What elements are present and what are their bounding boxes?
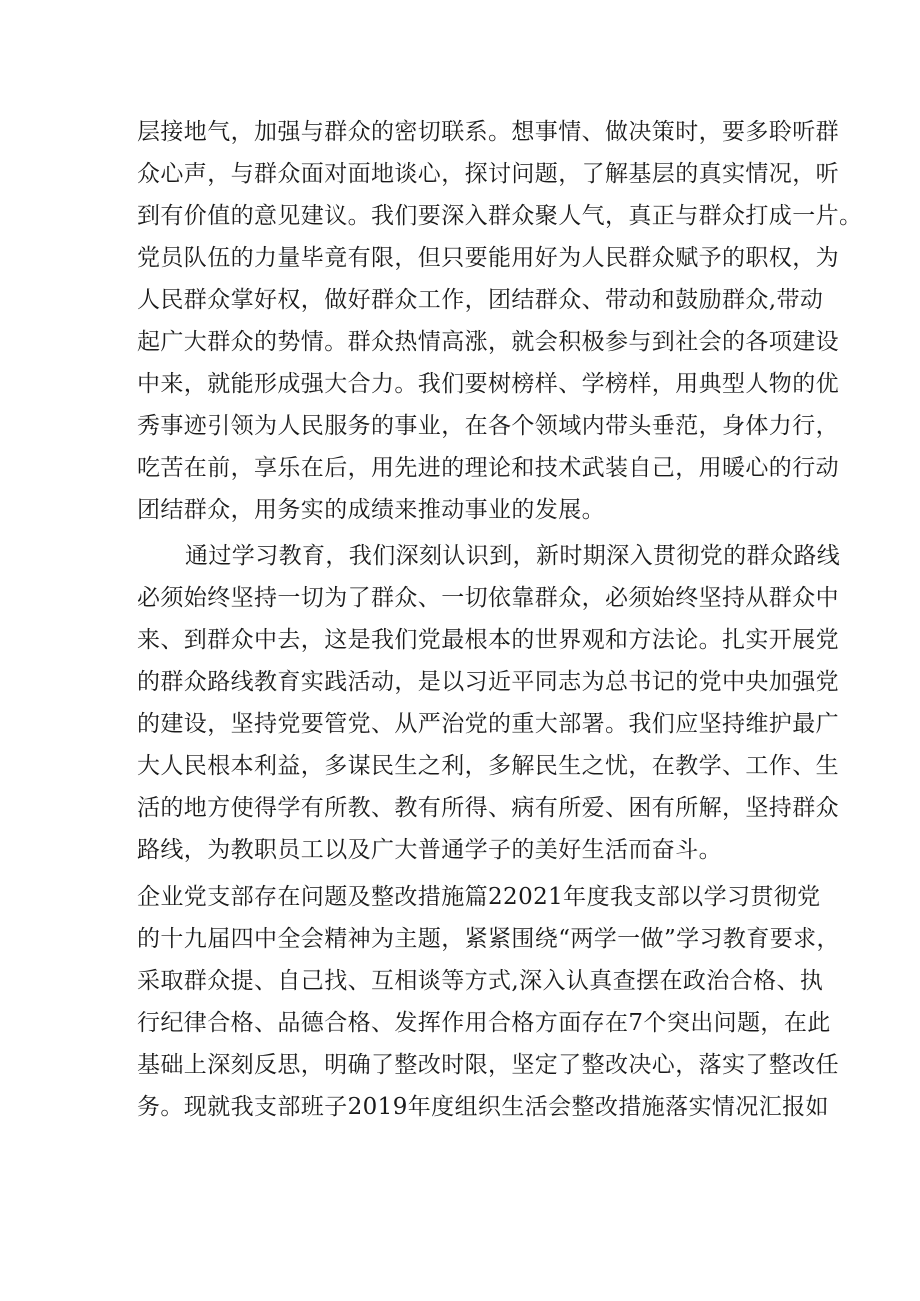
text-line: 秀事迹引领为人民服务的事业，在各个领域内带头垂范，身体力行，	[137, 413, 839, 439]
text-line: 务。现就我支部班子2019年度组织生活会整改措施落实情况汇报如	[137, 1094, 829, 1120]
paragraph-first-line: 通过学习教育，我们深刻认识到，新时期深入贯彻党的群众路线	[185, 543, 841, 569]
text-line: 的群众路线教育实践活动，是以习近平同志为总书记的党中央加强党	[137, 669, 839, 695]
text-line: 必须始终坚持一切为了群众、一切依靠群众，必须始终坚持从群众中	[137, 585, 839, 611]
text-line: 层接地气，加强与群众的密切联系。想事情、做决策时，要多聆听群	[137, 119, 839, 145]
text-line: 大人民根本利益，多谋民生之利，多解民生之忧，在教学、工作、生	[137, 753, 839, 779]
text-line: 吃苦在前，享乐在后，用先进的理论和技术武装自己，用暖心的行动	[137, 455, 839, 481]
text-line: 起广大群众的势情。群众热情高涨，就会积极参与到社会的各项建设	[137, 329, 839, 355]
text-line: 的十九届四中全会精神为主题，紧紧围绕“两学一做”学习教育要求，	[137, 926, 840, 952]
text-line: 人民群众掌好权，做好群众工作，团结群众、带动和鼓励群众,带动	[137, 287, 824, 313]
text-line: 中来，就能形成强大合力。我们要树榜样、学榜样，用典型人物的优	[137, 371, 839, 397]
text-line: 采取群众提、自己找、互相谈等方式,深入认真查摆在政治合格、执	[137, 968, 824, 994]
text-line: 来、到群众中去，这是我们党最根本的世界观和方法论。扎实开展党	[137, 627, 839, 653]
text-line: 党员队伍的力量毕竟有限，但只要能用好为人民群众赋予的职权，为	[137, 245, 839, 271]
text-line: 行纪律合格、品德合格、发挥作用合格方面存在7个突出问题，在此	[137, 1010, 831, 1036]
text-line: 到有价值的意见建议。我们要深入群众聚人气，真正与群众打成一片。	[137, 203, 863, 229]
section-heading-line: 企业党支部存在问题及整改措施篇22021年度我支部以学习贯彻党	[137, 884, 821, 910]
text-line: 路线，为教职员工以及广大普通学子的美好生活而奋斗。	[137, 837, 722, 863]
text-line: 活的地方使得学有所教、教有所得、病有所爱、困有所解，坚持群众	[137, 795, 839, 821]
text-line: 基础上深刻反思，明确了整改时限，坚定了整改决心，落实了整改任	[137, 1052, 839, 1078]
text-line: 的建设，坚持党要管党、从严治党的重大部署。我们应坚持维护最广	[137, 711, 839, 737]
text-line: 众心声，与群众面对面地谈心，探讨问题，了解基层的真实情况，听	[137, 161, 839, 187]
text-line: 团结群众，用务实的成绩来推动事业的发展。	[137, 497, 605, 523]
